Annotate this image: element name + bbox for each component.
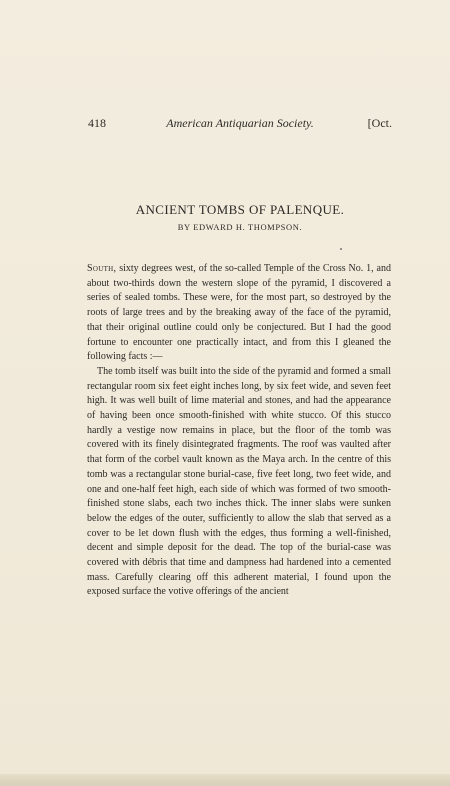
page-bottom-edge <box>0 774 450 786</box>
paragraph-2: The tomb itself was built into the side of the pyramid and formed a small rectangular room six feet eight inches long, by six feet wide, and seven feet high. It was well built of lime material and stones, and had the appearance of having been once smooth-finished with white stucco. Of this stucco hardly a vestige now remains in place, but the floor of the tomb was covered with its finely disintegrated fragments. The roof was vaulted after that form of the corbel vault known as the Maya arch. In the centre of this tomb was a rectangular stone burial-case, five feet long, two feet wide, and one and one-half feet high, each side of which was formed of two smooth-finished stone slabs, each two inches thick. The inner slabs were sunken below the edges of the outer, sufficiently to allow the slab that served as a cover to be let down flush with the edges, thus forming a well-finished, decent and simple deposit for the dead. The top of the burial-case was covered with débris that time and dampness had hardened into a cemented mass. Carefully clearing off this adherent material, I found upon the exposed surface the votive offerings of the ancient <box>87 365 391 598</box>
page-number: 418 <box>88 116 106 130</box>
article-body <box>87 262 391 600</box>
paragraph-1 <box>87 262 391 365</box>
article-byline: BY EDWARD H. THOMPSON. <box>177 222 303 232</box>
article-title: ANCIENT TOMBS OF PALENQUE. <box>135 202 345 217</box>
lead-word: South, <box>87 263 117 274</box>
running-head <box>88 116 392 134</box>
paragraph-1-text: sixty degrees west, of the so-called Temple of the Cross No. 1, and about two-thirds down the western slope of the pyramid, I discovered a series of sealed tombs. These were, for the most part, so destroyed by the roots of large trees and by the breaking away of the face of the pyramid, that their original outline could only be conjectured. But I had the good fortune to encounter one practically intact, and from this I gleaned the following facts :— <box>87 263 391 363</box>
running-date: [Oct. <box>367 116 392 130</box>
ink-speck <box>340 248 342 250</box>
journal-title: American Antiquarian Society. <box>166 116 314 130</box>
